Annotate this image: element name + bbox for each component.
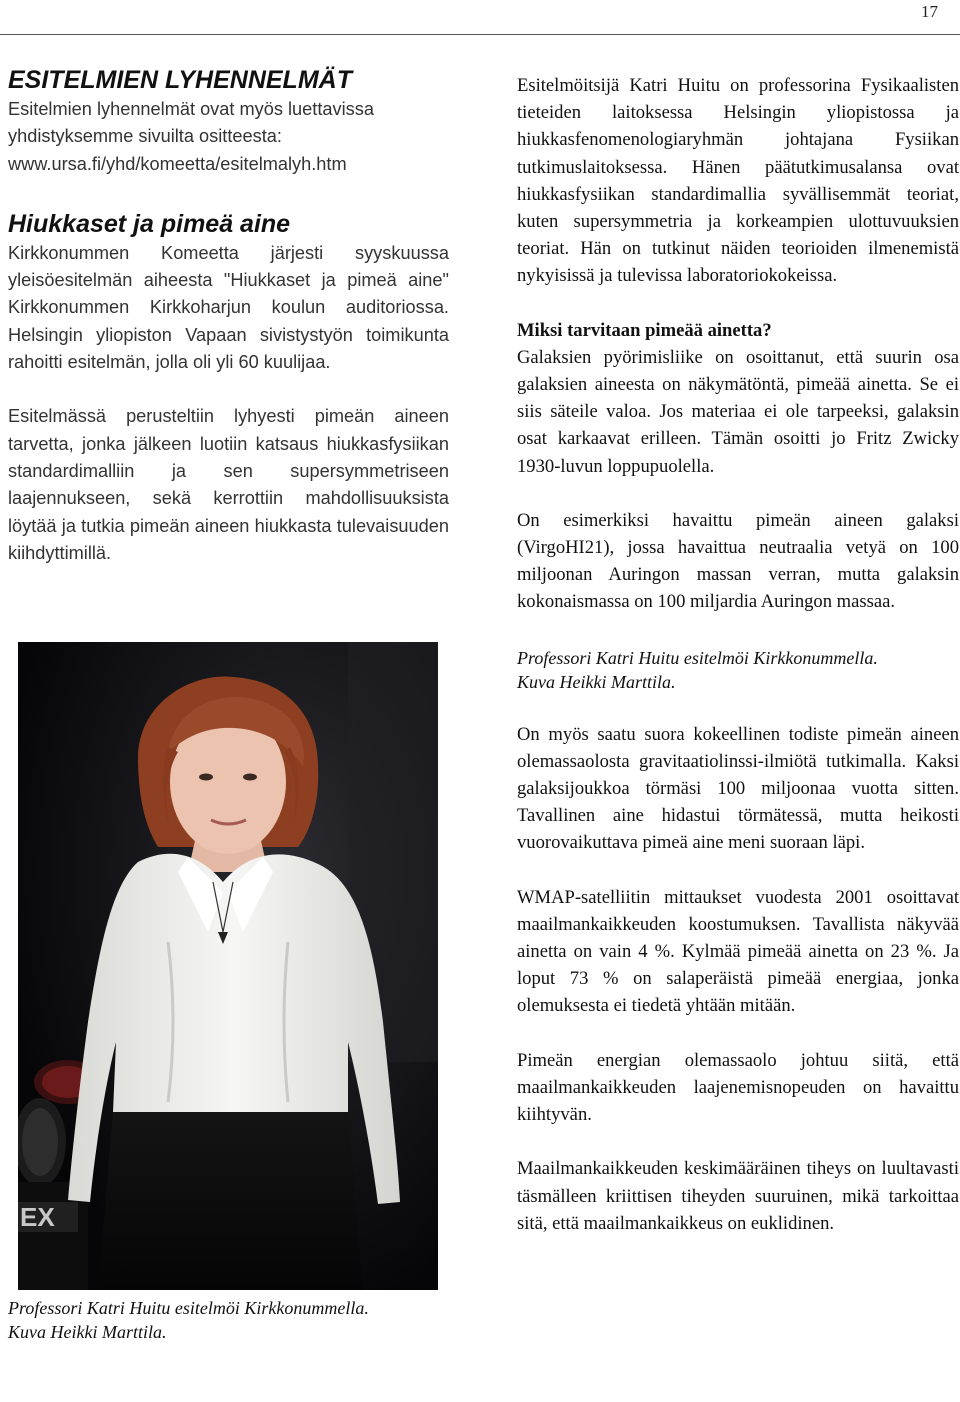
right-paragraph-6: Pimeän energian olemassaolo johtuu siitä, että maailmankaikkeuden laajenemisnopeuden on havaittu kiihtyvän. [517,1049,959,1126]
article-paragraph-2: Esitelmässä perusteltiin lyhyesti pimeän aineen tarvetta, jonka jälkeen luotiin katsaus hiukkasfysiikan standardimalliin ja sen supersymmetriseen laajennukseen, sekä kerrottiin mahdollisuuksista löytää ja tutkia pimeän aineen hiukkasta tulevaisuuden kiihdyttimillä. [8,406,449,563]
right-caption [517,646,959,694]
website-link[interactable]: www.ursa.fi/yhd/komeetta/esitelmalyh.htm [8,153,347,174]
svg-text:EX: EX [20,1202,55,1232]
section-heading: ESITELMIEN LYHENNELMÄT [8,66,352,94]
question-heading: Miksi tarvitaan pimeää ainetta? [517,319,772,341]
left-caption-line-2: Kuva Heikki Marttila. [8,1322,167,1342]
left-caption [8,1296,478,1344]
portrait-illustration [18,642,438,1290]
right-paragraph-4: On myös saatu suora kokeellinen todiste pimeän aineen olemassaolosta gravitaatiolinssi-ilmiötä tutkimalla. Kaksi galaksijoukkoa törmäsi 100 miljoonaa vuotta sitten. Tavallinen aine hidastui törmätessä, mutta heikosti vuorovaikuttava pimeä aine meni suoraan läpi. [517,723,959,854]
intro-line-2: yhdistyksemme sivuilta ositteesta: [8,126,282,147]
left-caption-line-1: Professori Katri Huitu esitelmöi Kirkkonummella. [8,1298,369,1318]
right-caption-line-1: Professori Katri Huitu esitelmöi Kirkkonummella. [517,647,878,668]
page-number: 17 [921,2,938,21]
right-paragraph-5: WMAP-satelliitin mittaukset vuodesta 2001 osoittavat maailmankaikkeuden koostumuksen. Tavallista näkyvää ainetta on vain 4 %. Kylmää pimeää ainetta on 23 %. Ja loput 73 % on salaperäistä pimeää energiaa, jonka olemuksesta ei tiedetä yhtään mitään. [517,886,959,1017]
right-paragraph-3: On esimerkiksi havaittu pimeän aineen galaksi (VirgoHI21), jossa havaittua neutraalia vetyä on 100 miljoonan Auringon massan verran, mutta galaksin kokonaismassa on 100 miljardia Auringon massaa. [517,509,959,613]
intro-line-1: Esitelmien lyhennelmät ovat myös luettavissa [8,99,374,119]
right-paragraph-7: Maailmankaikkeuden keskimääräinen tiheys on luultavasti täsmälleen kriittisen tiheyden suuruinen, mikä tarkoittaa sitä, että maailmankaikkeus on euklidinen. [517,1158,959,1234]
right-caption-line-2: Kuva Heikki Marttila. [517,671,676,692]
intro-text [8,96,449,178]
left-column [8,64,449,567]
article-paragraph-1: Kirkkonummen Komeetta järjesti syyskuussa yleisöesitelmän aiheesta "Hiukkaset ja pimeä aine" Kirkkonummen Kirkkoharjun koulun auditoriossa. Helsingin yliopiston Vapaan sivistystyön toimikunta rahoitti esitelmän, jolla oli yli 60 kuulijaa. [8,242,449,373]
portrait-photo [18,642,438,1290]
right-column [517,72,959,1237]
article-title: Hiukkaset ja pimeä aine [8,209,291,238]
right-paragraph-1: Esitelmöitsijä Katri Huitu on professorina Fysikaalisten tieteiden laitoksessa Helsingin yliopistossa ja hiukkasfenomenologiaryhmän johtajana Fysiikan tutkimuslaitoksessa. Hänen päätutkimusalansa ovat hiukkasfysiikan standardimallia syvällisemmät teoriat, kuten supersymmetria ja korkeampien ulottuvuuksien teoriat. Hän on tutkinut näiden teorioiden ilmenemistä nykyisissä ja tulevissa laboratoriokokeissa. [517,75,959,287]
header-rule [0,34,960,35]
right-paragraph-2: Galaksien pyörimisliike on osoittanut, että suurin osa galaksien aineesta on näkymätöntä, pimeää ainetta. Se ei siis säteile valoa. Jos materiaa ei ole tarpeeksi, galaksin osat karkaavat erilleen. Tämän osoitti jo Fritz Zwicky 1930-luvun loppupuolella. [517,346,959,477]
